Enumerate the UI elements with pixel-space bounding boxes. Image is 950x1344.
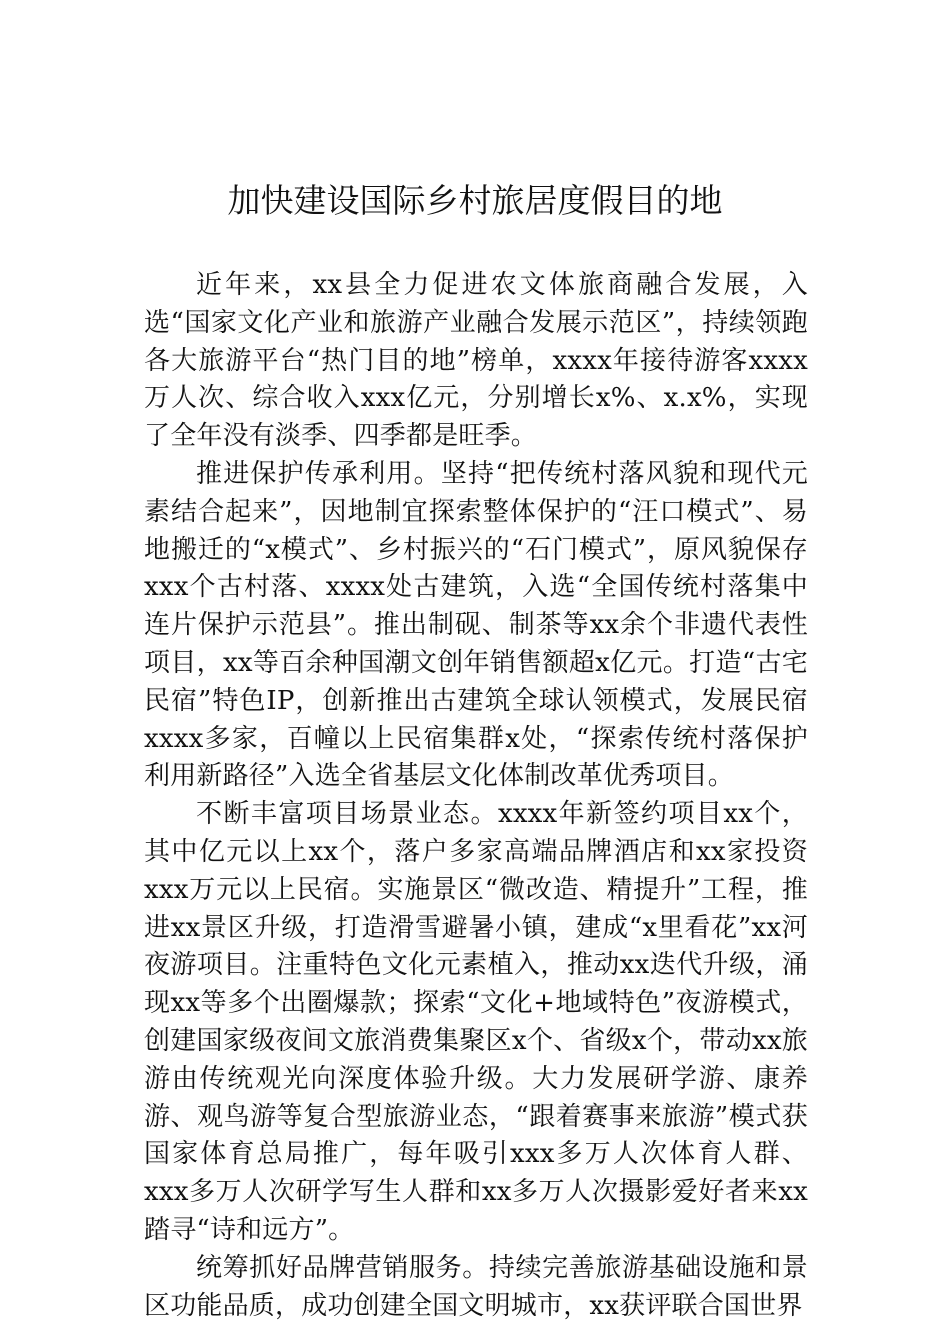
document-title: 加快建设国际乡村旅居度假目的地: [227, 181, 723, 220]
paragraph-protection: 推进保护传承利用。坚持“把传统村落风貌和现代元素结合起来”，因地制宜探索整体保护的“汪口模式”、易地搬迁的“x模式”、乡村振兴的“石门模式”，原风貌保存xxx个古村落、xxxx处古建筑，入选“全国传统村落集中连片保护示范县”。推出制砚、制茶等xx余个非遗代表性项目，xx等百余种国潮文创年销售额超x亿元。打造“古宅民宿”特色IP，创新推出古建筑全球认领模式，发展民宿xxxx多家，百幢以上民宿集群x处，“探索传统村落保护利用新路径”入选全省基层文化体制改革优秀项目。: [144, 458, 808, 792]
document-body: [144, 267, 808, 1325]
paragraph-intro: 近年来，xx县全力促进农文体旅商融合发展，入选“国家文化产业和旅游产业融合发展示范区”，持续领跑各大旅游平台“热门目的地”榜单，xxxx年接待游客xxxx万人次、综合收入xxx亿元，分别增长x%、x.x%，实现了全年没有淡季、四季都是旺季。: [144, 270, 808, 452]
paragraph-projects: 不断丰富项目场景业态。xxxx年新签约项目xx个，其中亿元以上xx个，落户多家高端品牌酒店和xx家投资xxx万元以上民宿。实施景区“微改造、精提升”工程，推进xx景区升级，打造滑雪避暑小镇，建成“x里看花”xx河夜游项目。注重特色文化元素植入，推动xx迭代升级，涌现xx等多个出圈爆款；探索“文化+地域特色”夜游模式，创建国家级夜间文旅消费集聚区x个、省级x个，带动xx旅游由传统观光向深度体验升级。大力发展研学游、康养游、观鸟游等复合型旅游业态，“跟着赛事来旅游”模式获国家体育总局推广，每年吸引xxx多万人次体育人群、xxx多万人次研学写生人群和xx多万人次摄影爱好者来xx踏寻“诗和远方”。: [144, 799, 808, 1245]
paragraph-branding: 统筹抓好品牌营销服务。持续完善旅游基础设施和景区功能品质，成功创建全国文明城市，xx获评联合国世界: [144, 1252, 808, 1321]
